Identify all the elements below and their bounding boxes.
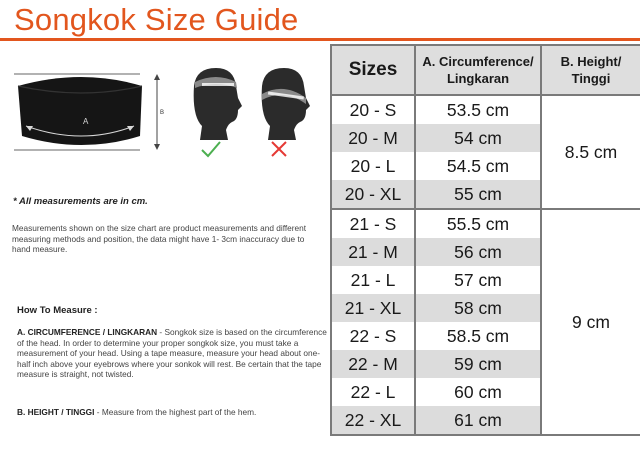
height-cell: 8.5 cm: [541, 95, 640, 209]
how-to-title: How To Measure :: [17, 305, 98, 316]
how-to-height: [17, 407, 329, 418]
circumference-cell: 57 cm: [415, 266, 541, 294]
circumference-cell: 56 cm: [415, 238, 541, 266]
circumference-cell: 60 cm: [415, 378, 541, 406]
size-cell: 22 - M: [331, 350, 415, 378]
circumference-cell: 59 cm: [415, 350, 541, 378]
size-cell: 20 - S: [331, 95, 415, 124]
page-title: Songkok Size Guide: [14, 2, 299, 37]
circumference-cell: 55 cm: [415, 180, 541, 209]
tape-measure-icon: [202, 83, 234, 86]
circumference-cell: 54.5 cm: [415, 152, 541, 180]
cross-icon: [272, 142, 286, 156]
size-cell: 21 - S: [331, 209, 415, 238]
title-rule: [0, 38, 640, 41]
check-icon: [202, 142, 220, 156]
size-cell: 21 - XL: [331, 294, 415, 322]
songkok-body-icon: [18, 77, 142, 145]
circumference-cell: 54 cm: [415, 124, 541, 152]
header-circumference: A. Circumference/ Lingkaran: [415, 45, 541, 95]
header-sizes: Sizes: [331, 45, 415, 95]
size-cell: 22 - L: [331, 378, 415, 406]
label-b: B: [160, 110, 165, 116]
size-cell: 21 - L: [331, 266, 415, 294]
size-cell: 20 - L: [331, 152, 415, 180]
size-cell: 20 - M: [331, 124, 415, 152]
table-header-row: [331, 45, 640, 95]
incorrect-head-icon: [262, 68, 310, 140]
correct-head-icon: [194, 68, 242, 140]
circumference-cell: 55.5 cm: [415, 209, 541, 238]
table-row: [331, 209, 640, 238]
label-a: A: [83, 117, 89, 126]
size-cell: 22 - S: [331, 322, 415, 350]
size-cell: 22 - XL: [331, 406, 415, 435]
size-table: [330, 44, 640, 436]
circumference-cell: 58 cm: [415, 294, 541, 322]
head-measure-illustration: [186, 64, 318, 160]
header-height: B. Height/ Tinggi: [541, 45, 640, 95]
songkok-illustration: [12, 66, 172, 154]
accuracy-note: Measurements shown on the size chart are product measurements and different measuring methods and position, the data might have 1- 3cm inaccuracy due to hand measure.: [12, 223, 307, 255]
circumference-cell: 61 cm: [415, 406, 541, 435]
how-to-b-text: - Measure from the highest part of the hem.: [94, 407, 257, 417]
circumference-cell: 58.5 cm: [415, 322, 541, 350]
circumference-cell: 53.5 cm: [415, 95, 541, 124]
units-note: * All measurements are in cm.: [13, 196, 148, 207]
how-to-b-label: B. HEIGHT / TINGGI: [17, 407, 95, 417]
height-cell: 9 cm: [541, 209, 640, 435]
size-cell: 21 - M: [331, 238, 415, 266]
how-to-a-label: A. CIRCUMFERENCE / LINGKARAN: [17, 327, 158, 337]
how-to-a-text: - Songkok size is based on the circumference of the head. In order to determine your proper songkok size, you must take a measurement of your head. Using a tape measure, measure your head about one-half inch above your eyebrows where your sonkok will rest. Be certain that the tape measure is straight, not twisted.: [17, 327, 327, 380]
how-to-circumference: [17, 327, 329, 380]
size-cell: 20 - XL: [331, 180, 415, 209]
table-row: [331, 95, 640, 124]
